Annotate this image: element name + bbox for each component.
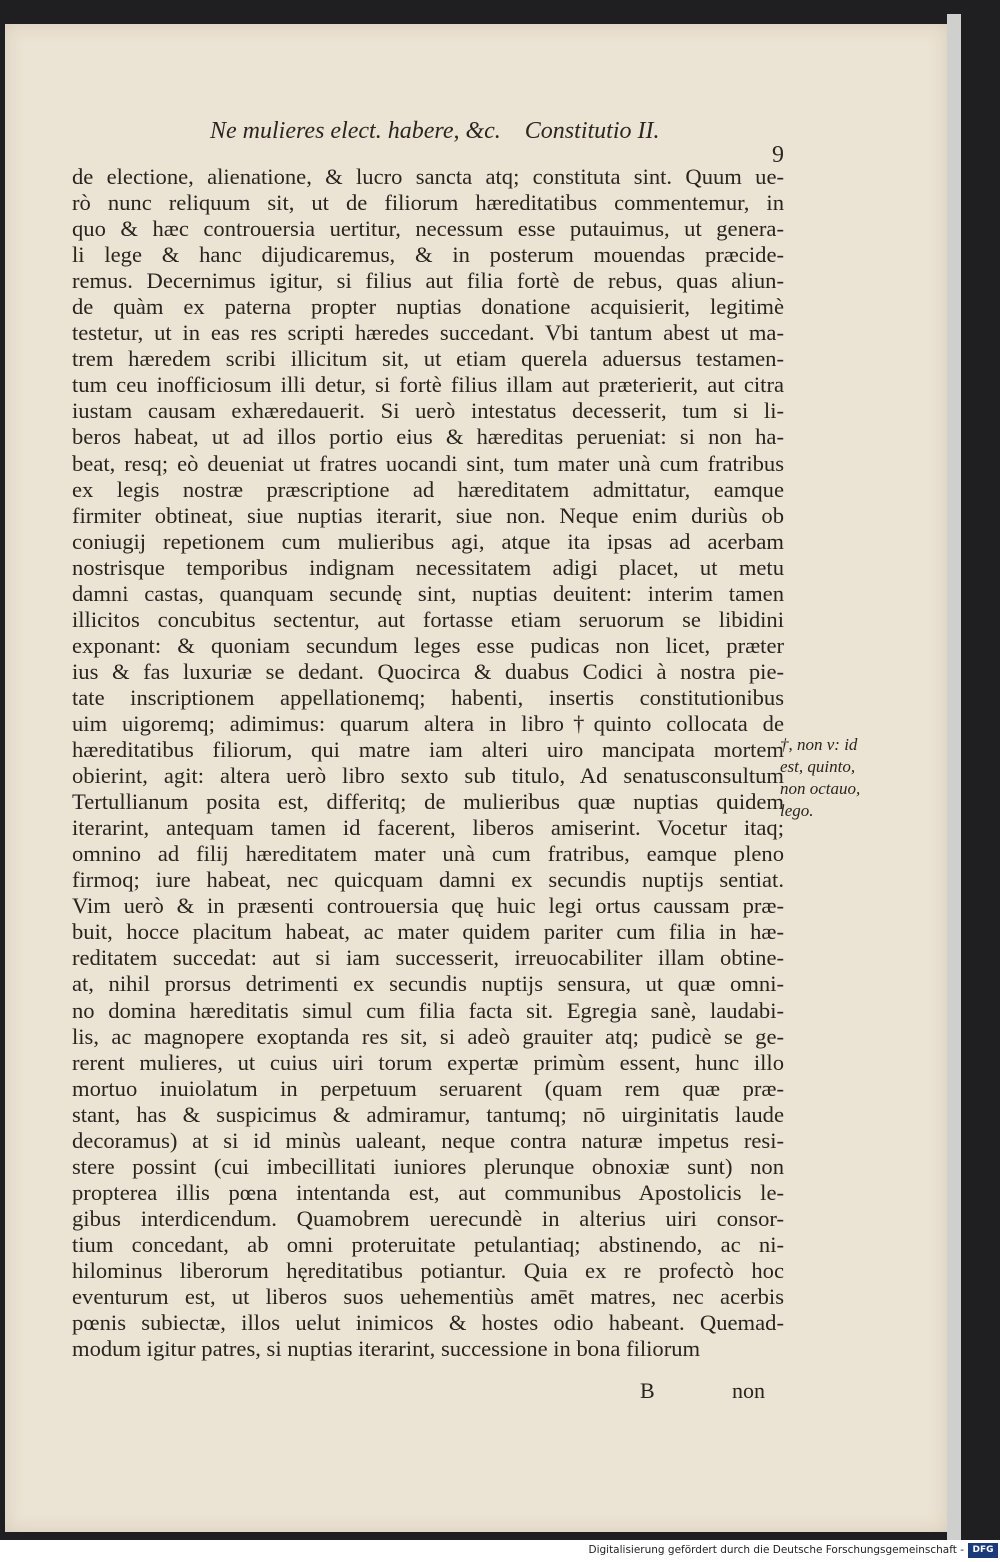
text-line: tium concedant, ab omni proteruitate petulantiaq; abstinendo, ac ni- <box>72 1231 784 1257</box>
text-line: propterea illis pœna intentanda est, aut communibus Apostolicis le- <box>72 1179 784 1205</box>
catchword: non <box>732 1378 765 1403</box>
text-line: omnino ad filij hæreditatem mater unà cum fratribus, eamque pleno <box>72 841 784 867</box>
dfg-logo: DFG <box>968 1543 998 1558</box>
text-line: trem hæredem scribi illicitum sit, ut etiam querela aduersus testamen- <box>72 346 784 372</box>
text-line: firmoq; iure habeat, nec quicquam damni ex secundis nuptijs sentiat. <box>72 867 784 893</box>
margin-note-line: †, non v: id <box>780 735 858 754</box>
margin-note-line: lego. <box>780 801 814 820</box>
text-line: mortuo inuiolatum in perpetuum seruarent (quam rem quæ præ- <box>72 1075 784 1101</box>
text-line: modum igitur patres, si nuptias iterarint, successione in bona filiorum <box>72 1336 701 1362</box>
text-line: Vim uerò & in præsenti controuersia quę huic legi ortus caussam præ- <box>72 893 784 919</box>
text-line: remus. Decernimus igitur, si filius aut filia fortè de rebus, quas aliun- <box>72 268 784 294</box>
margin-note-line: est, quinto, <box>780 757 856 776</box>
text-line: de quàm ex paterna propter nuptias donatione acquisierit, legitimè <box>72 294 784 320</box>
text-line: rerent mulieres, ut cuius uiri torum expertæ primùm essent, hunc illo <box>72 1049 784 1075</box>
text-line: tum ceu inofficiosum illi detur, si fortè filius illam aut præterierit, aut citra <box>72 372 784 398</box>
running-head-right: Constitutio II. <box>524 118 660 144</box>
text-line: testetur, ut in eas res scripti hæredes succedant. Vbi tantum abest ut ma- <box>72 320 784 346</box>
text-line: de electione, alienatione, & lucro sancta atq; constituta sint. Quum ue- <box>72 164 784 189</box>
text-line: decoramus) at si id minùs ualeant, neque contra naturæ impetus resi- <box>72 1127 784 1153</box>
text-line: uim uigoremq; adimimus: quarum altera in libro†quinto collocata de <box>72 710 784 736</box>
text-line: hæreditatibus filiorum, qui matre iam alteri uiro mancipata mortem <box>72 737 784 763</box>
text-line: beat, resq; eò deueniat ut fratres uocandi sint, tum mater unà cum fratribus <box>72 450 784 476</box>
text-line: gibus interdicendum. Quamobrem uerecundè in alterius uiri consor- <box>72 1205 784 1231</box>
text-line: beros habeat, ut ad illos portio eius & hæreditas perueniat: si non ha- <box>72 424 784 450</box>
text-line: exponant: & quoniam secundum leges esse pudicas non licet, præter <box>72 632 784 658</box>
text-line: coniugij repetionem cum mulieribus agi, atque ita ipsas ad acerbam <box>72 528 784 554</box>
page-number: 9 <box>772 142 784 168</box>
text-line: damni castas, quanquam secundę sint, nuptias deuitent: interim tamen <box>72 580 784 606</box>
margin-note <box>780 734 910 822</box>
running-head <box>210 118 659 145</box>
text-line: hilominus liberorum hęreditatibus potiantur. Quia ex re profectò hoc <box>72 1257 784 1283</box>
body-text <box>72 164 784 1362</box>
text-line: at, nihil prorsus detrimenti ex secundis nuptijs sensura, ut quæ omni- <box>72 971 784 997</box>
text-line: li lege & hanc dijudicaremus, & in posterum mouendas præcide- <box>72 242 784 268</box>
text-line: firmiter obtineat, siue nuptias iterarit, siue non. Neque enim duriùs ob <box>72 502 784 528</box>
text-line: tate inscriptionem appellationemq; habenti, insertis constitutionibus <box>72 684 784 710</box>
text-line: illicitos concubitus sectentur, aut fortasse etiam seruorum se libidini <box>72 606 784 632</box>
text-line: stere possint (cui imbecillitati iuniores plerunque obnoxiæ sunt) non <box>72 1153 784 1179</box>
text-line: stant, has & suspicimus & admiramur, tantumq; nō uirginitatis laude <box>72 1101 784 1127</box>
text-line: buit, hocce placitum habeat, ac mater quidem pariter cum filia in hæ- <box>72 919 784 945</box>
footer-bar <box>0 1540 1000 1562</box>
text-line: nostrisque temporibus indignam necessitatem adigi placet, ut metu <box>72 554 784 580</box>
text-line: ex legis nostræ præscriptione ad hæreditatem admittatur, eamque <box>72 476 784 502</box>
running-head-left: Ne mulieres elect. habere, &c. <box>210 118 501 144</box>
footer-credit: Digitalisierung gefördert durch die Deutsche Forschungsgemeinschaft - <box>588 1544 964 1556</box>
signature-mark: B <box>640 1378 655 1403</box>
catchwords <box>640 1378 780 1404</box>
text-line: quo & hæc controuersia uertitur, necessum esse putauimus, ut genera- <box>72 216 784 242</box>
text-line: reditatem succedat: aut si iam successerit, irreuocabiliter illam obtine- <box>72 945 784 971</box>
margin-note-line: non octauo, <box>780 779 861 798</box>
text-line: rò nunc reliquum sit, ut de filiorum hæreditatibus commentemur, in <box>72 190 784 216</box>
text-line: ius & fas luxuriæ se dedant. Quocirca & duabus Codici à nostra pie- <box>72 658 784 684</box>
text-line: obierint, agit: altera uerò libro sexto sub titulo, Ad senatusconsultum <box>72 763 784 789</box>
text-line: iustam causam exhæredauerit. Si uerò intestatus decesserit, tum si li- <box>72 398 784 424</box>
text-line: pœnis subiectæ, illos uelut inimicos & hostes odio habeant. Quemad- <box>72 1310 784 1336</box>
page-edge <box>947 14 961 1540</box>
text-line: Tertullianum posita est, differitq; de mulieribus quæ nuptias quidem <box>72 789 784 815</box>
text-line: eventurum est, ut liberos suos uehementiùs amēt matres, nec acerbis <box>72 1284 784 1310</box>
text-line: no domina hæreditatis simul cum filia facta sit. Egregia sanè, laudabi- <box>72 997 784 1023</box>
text-line: iterarint, antequam tamen id facerent, liberos amiserint. Vocetur itaq; <box>72 815 784 841</box>
text-line: lis, ac magnopere exoptanda res sit, si adeò grauiter atq; pudicè se ge- <box>72 1023 784 1049</box>
